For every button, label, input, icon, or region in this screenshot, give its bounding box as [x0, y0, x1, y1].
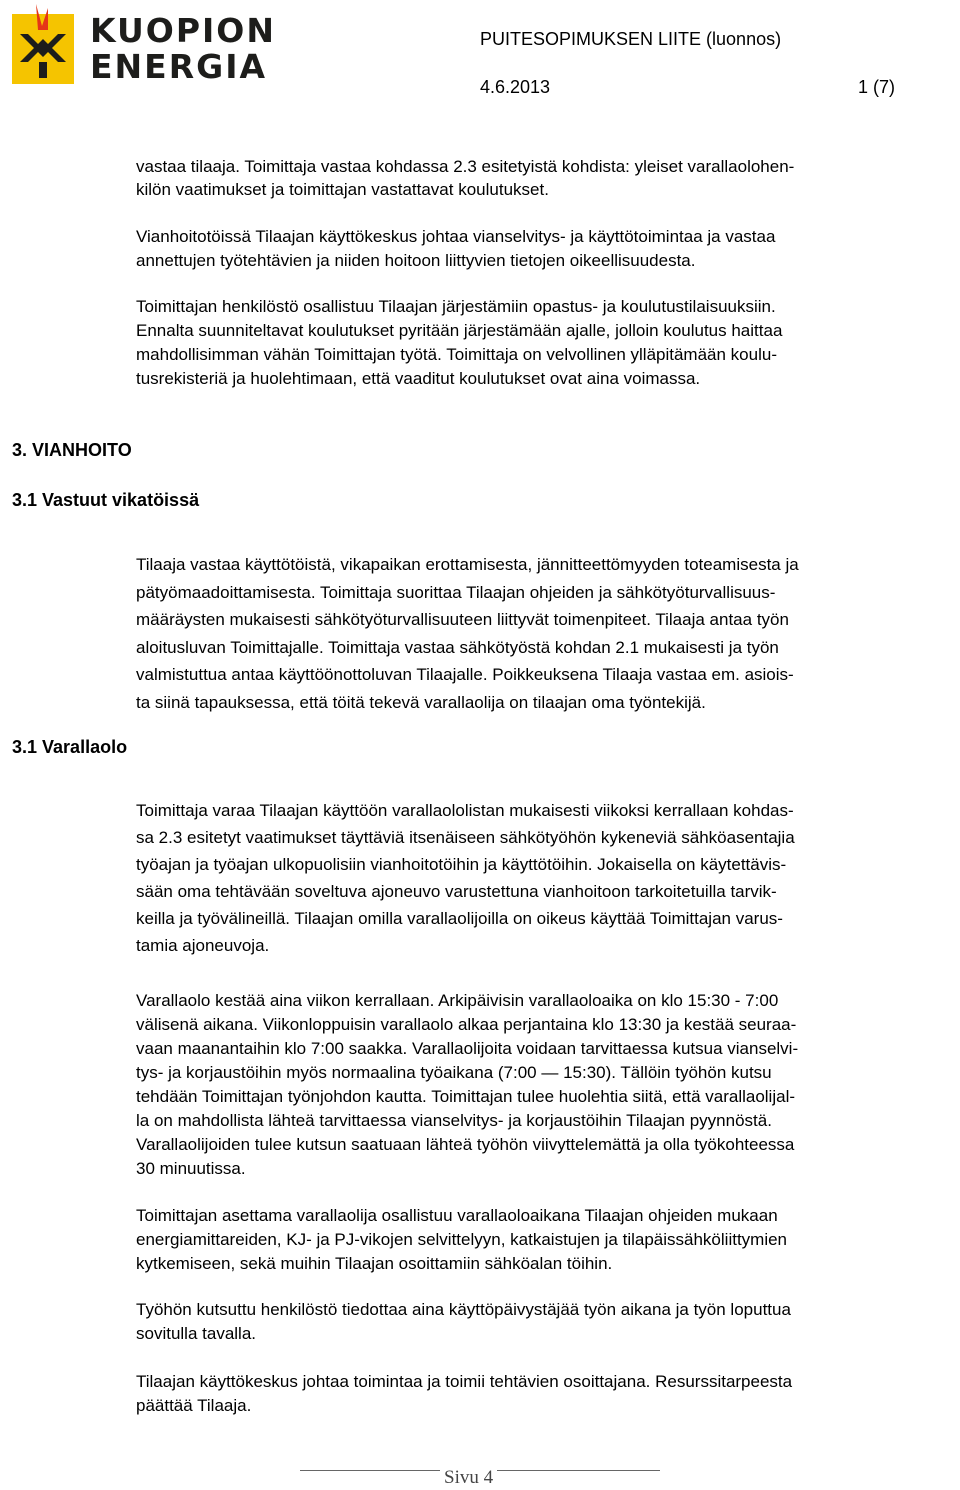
- text-line: Tilaaja vastaa käyttötöistä, vikapaikan erottamisesta, jännitteettömyyden toteamisesta ja: [136, 555, 799, 574]
- text-line: Tilaajan käyttökeskus johtaa toimintaa ja toimii tehtävien osoittajana. Resurssitarpeesta: [136, 1372, 793, 1391]
- text-line: tamia ajoneuvoja.: [136, 936, 270, 955]
- paragraph-standby-duration: [136, 989, 948, 1181]
- footer-page-label: Sivu 4: [440, 1467, 497, 1489]
- text-line: päättää Tilaaja.: [136, 1396, 252, 1415]
- paragraph-fault-responsibilities: [136, 551, 948, 716]
- text-line: annettujen työtehtävien ja niiden hoitoon liittyvien tietojen oikeellisuudesta.: [136, 251, 696, 270]
- text-line: aloitusluvan Toimittajalle. Toimittaja vastaa sähkötyöstä kohdan 2.1 mukaisesti ja työn: [136, 637, 779, 657]
- text-line: Toimittaja varaa Tilaajan käyttöön varallaololistan mukaisesti viikoksi kerrallaan kohdas-: [136, 801, 794, 820]
- document-date: 4.6.2013: [480, 77, 551, 97]
- text-line: Varallaolijoiden tulee kutsun saatuaan lähteä työhön viivyttelemättä ja olla työkohteessa: [136, 1135, 795, 1154]
- paragraph-control-center: [136, 1370, 948, 1418]
- paragraph-standby-duties: [136, 1204, 948, 1276]
- text-line: vastaa tilaaja. Toimittaja vastaa kohdassa 2.3 esitetyistä kohdista: yleiset varallaolohen-: [136, 157, 795, 176]
- text-line: tusrekisteriä ja huolehtimaan, että vaaditut koulutukset ovat aina voimassa.: [136, 369, 701, 388]
- text-line: määräysten mukaisesti sähkötyöturvallisuuteen liittyvät toimenpiteet. Tilaaja antaa työn: [136, 610, 789, 629]
- text-line: valmistuttua antaa käyttöönottoluvan Tilaajalle. Poikkeuksena Tilaaja vastaa em. asiois-: [136, 665, 794, 684]
- text-line: tehdään Toimittajan työnjohdon kautta. Toimittajan tulee huolehtia siitä, että varallaolijal-: [136, 1087, 796, 1106]
- text-line: Ennalta suunniteltavat koulutukset pyritään järjestämään ajalle, jolloin koulutus haittaa: [136, 321, 783, 340]
- company-logo: [12, 4, 276, 86]
- text-line: energiamittareiden, KJ- ja PJ-vikojen selvittelyyn, katkaistujen ja tilapäissähköliittymien: [136, 1230, 788, 1249]
- text-line: Työhön kutsuttu henkilöstö tiedottaa aina käyttöpäivystäjää työn aikana ja työn loputtua: [136, 1300, 791, 1319]
- text-line: ta siinä tapauksessa, että töitä tekevä varallaolija on tilaajan oma työntekijä.: [136, 692, 706, 712]
- section-heading-vianhoito: 3. VIANHOITO: [12, 440, 132, 460]
- text-line: tys- ja korjaustöihin myös normaalina työaikana (7:00 — 15:30). Tällöin työhön kutsu: [136, 1063, 772, 1082]
- page-number: 1 (7): [858, 77, 896, 97]
- text-line: sovitulla tavalla.: [136, 1324, 257, 1343]
- text-line: välisenä aikana. Viikonloppuisin varallaolo alkaa perjantaina klo 13:30 ja kestää seuraa-: [136, 1015, 797, 1034]
- logo-text-line1: KUOPION: [90, 11, 276, 50]
- text-line: mahdollisimman vähän Toimittajan työtä. Toimittaja on velvollinen ylläpitämään koulu-: [136, 345, 777, 364]
- text-line: Toimittajan henkilöstö osallistuu Tilaajan järjestämiin opastus- ja koulutustilaisuuksiin.: [136, 297, 776, 316]
- paragraph-notification: [136, 1298, 948, 1346]
- paragraph-staff-training: [136, 295, 948, 391]
- text-line: la on mahdollista lähteä tarvittaessa vianselvitys- ja korjaustöihin Tilaajan pyynnöstä.: [136, 1111, 772, 1130]
- text-line: kytkemiseen, sekä muihin Tilaajan osoittamiin sähköalan töihin.: [136, 1254, 613, 1273]
- text-line: Toimittajan asettama varallaolija osallistuu varallaoloaikana Tilaajan ohjeiden mukaan: [136, 1206, 778, 1225]
- text-line: kilön vaatimukset ja toimittajan vastattavat koulutukset.: [136, 180, 549, 199]
- text-line: työajan ja työajan ulkopuolisiin vianhoitotöihin ja käyttötöihin. Jokaisella on käytettävis-: [136, 855, 787, 874]
- logo-text-line2: ENERGIA: [90, 47, 268, 86]
- kuopion-energia-emblem-icon: [12, 4, 74, 84]
- text-line: sään oma tehtävään soveltuva ajoneuvo varustettuna vianhoitoon tarkoitetuilla tarvik-: [136, 882, 777, 901]
- paragraph-standby-reservation: [136, 797, 948, 959]
- text-line: Varallaolo kestää aina viikon kerrallaan. Arkipäivisin varallaoloaika on klo 15:30 - 7:00: [136, 991, 779, 1010]
- text-line: 30 minuutissa.: [136, 1159, 246, 1178]
- text-line: pätyömaadoittamisesta. Toimittaja suorittaa Tilaajan ohjeiden ja sähkötyöturvallisuus-: [136, 582, 776, 602]
- text-line: sa 2.3 esitetyt vaatimukset täyttäviä itsenäiseen sähkötyöhön kykeneviä sähköasentajia: [136, 828, 795, 847]
- section-heading-vastuut-vikatoissa: 3.1 Vastuut vikatöissä: [12, 490, 200, 510]
- text-line: vaan maanantaihin klo 7:00 saakka. Varallaolijoita voidaan tarvittaessa kutsua vianselvi-: [136, 1039, 799, 1058]
- text-line: Vianhoitotöissä Tilaajan käyttökeskus johtaa vianselvitys- ja käyttötoimintaa ja vastaa: [136, 227, 776, 246]
- paragraph-training-responsibility: [136, 155, 948, 201]
- section-heading-varallaolo: 3.1 Varallaolo: [12, 737, 128, 757]
- text-line: keilla ja työvälineillä. Tilaajan omilla varallaolijoilla on oikeus käyttää Toimittajan varus-: [136, 909, 783, 928]
- document-title: PUITESOPIMUKSEN LIITE (luonnos): [480, 29, 782, 49]
- paragraph-fault-control: [136, 225, 948, 273]
